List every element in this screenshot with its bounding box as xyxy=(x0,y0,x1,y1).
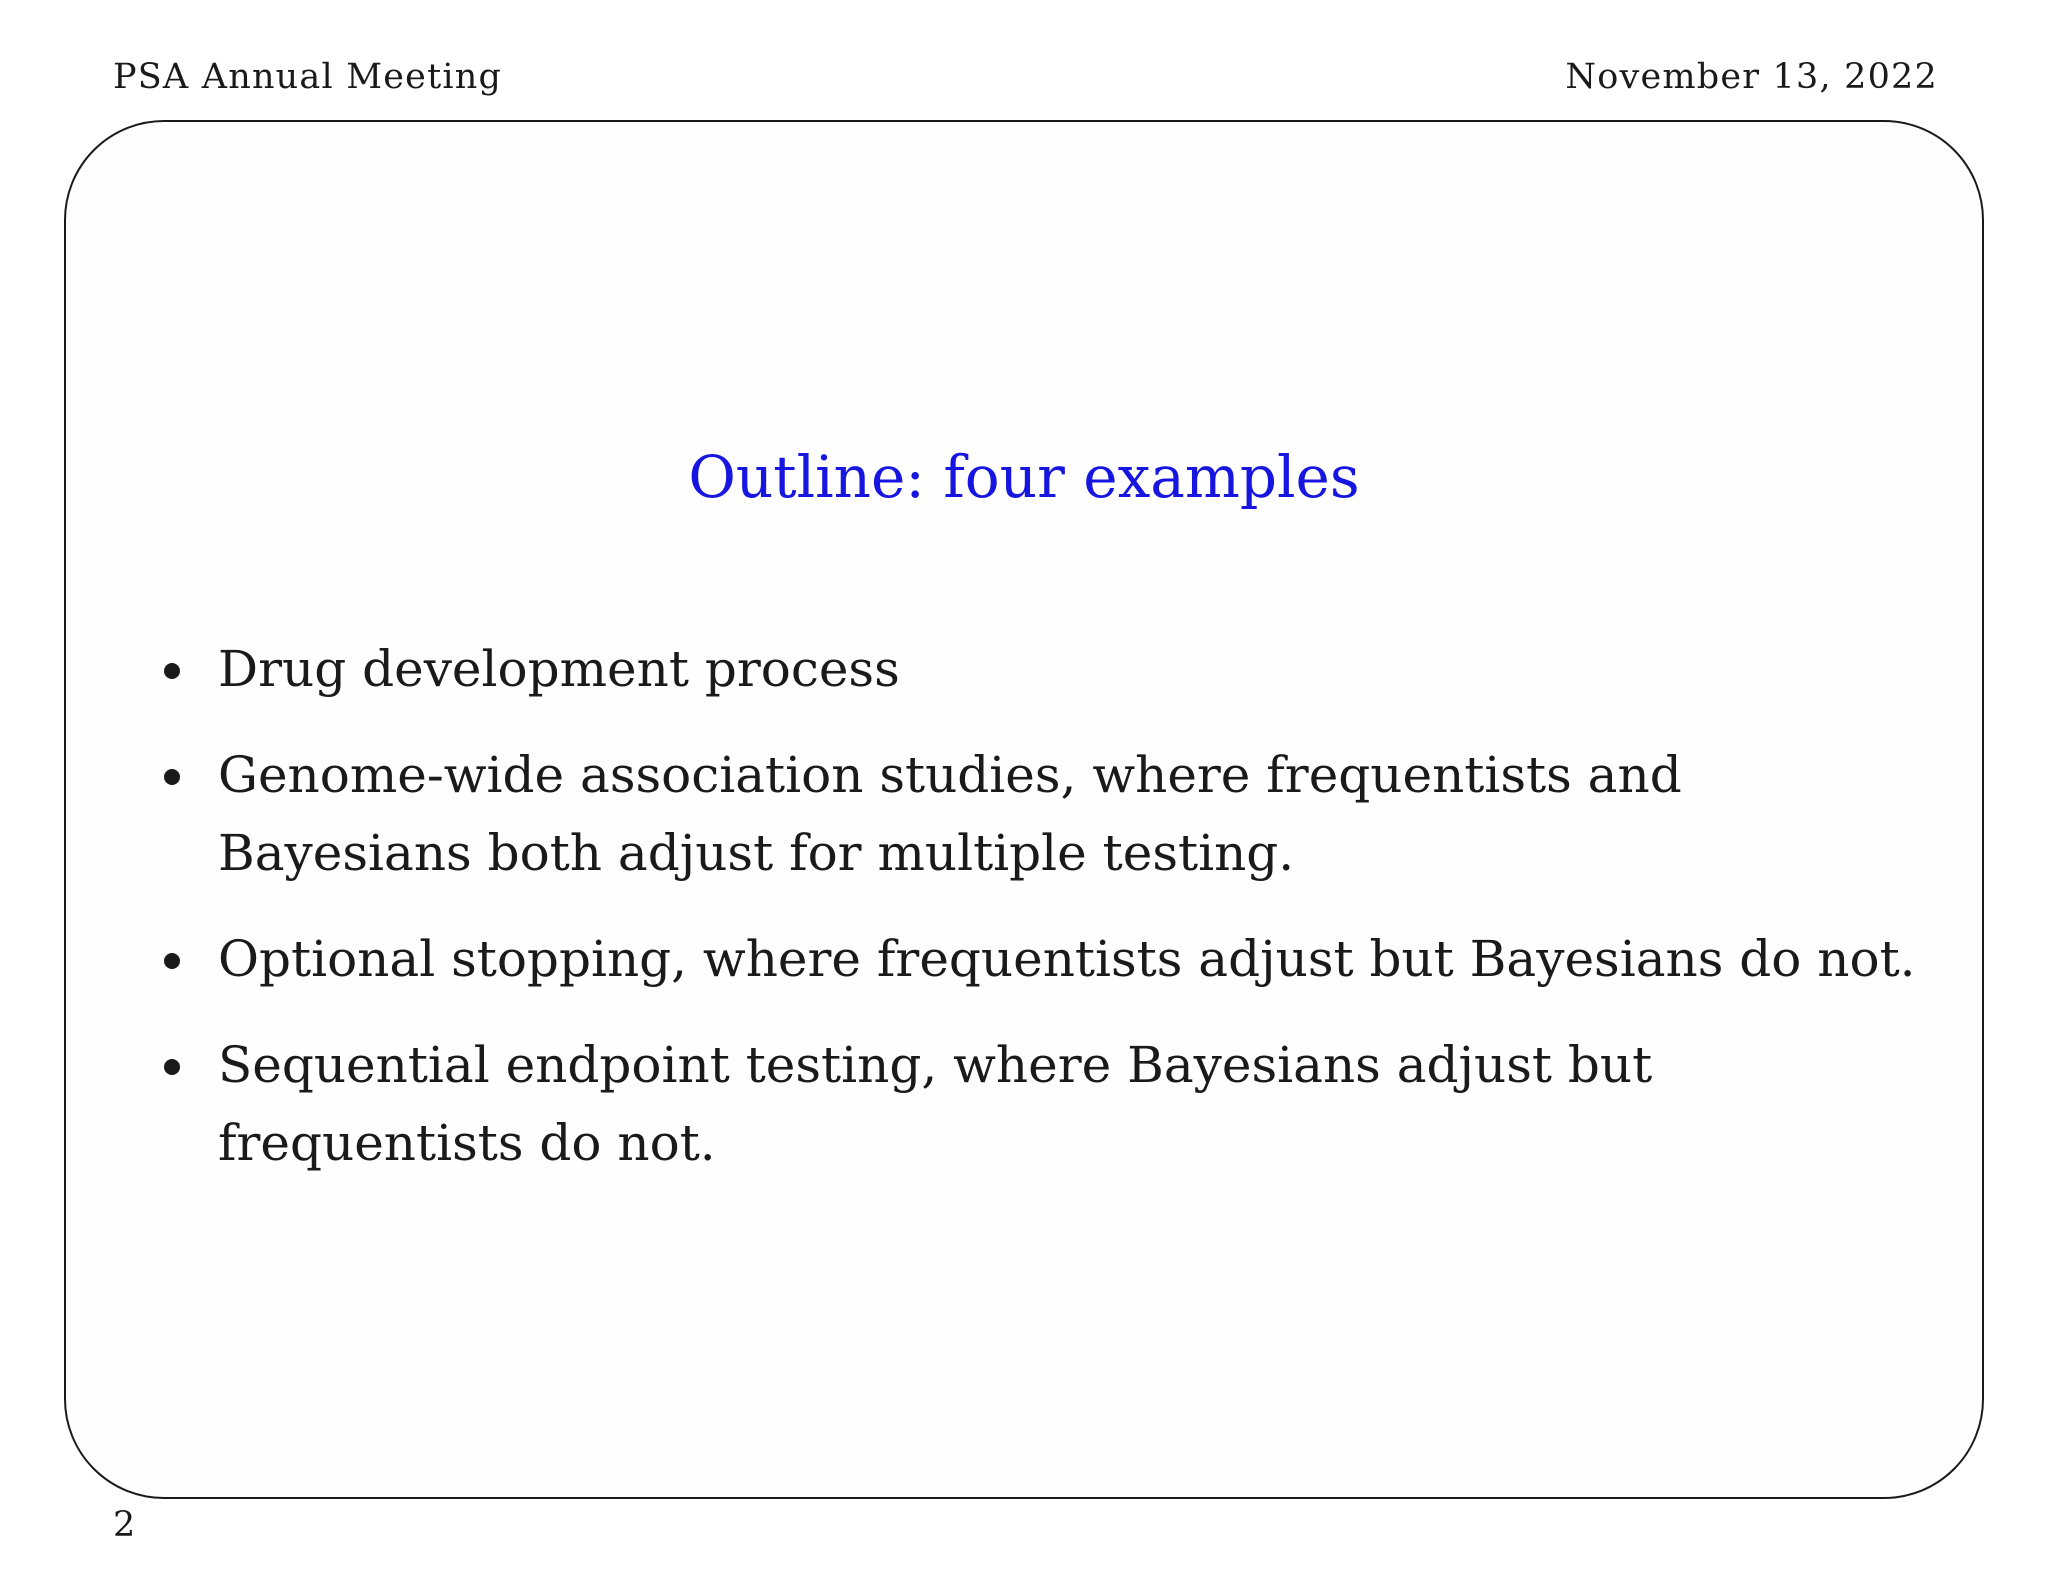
header-event-name: PSA Annual Meeting xyxy=(113,57,503,97)
bullet-text: Drug development process xyxy=(218,640,900,698)
bullet-dot-icon xyxy=(164,769,180,785)
bullet-list xyxy=(160,630,1950,1210)
header-date: November 13, 2022 xyxy=(1565,57,1938,97)
bullet-item xyxy=(160,630,1950,708)
page-number: 2 xyxy=(113,1505,136,1545)
bullet-dot-icon xyxy=(164,1059,180,1075)
bullet-text: Optional stopping, where frequentists adjust but Bayesians do not. xyxy=(218,930,1916,988)
bullet-item xyxy=(160,736,1950,892)
bullet-text: Sequential endpoint testing, where Bayesians adjust but frequentists do not. xyxy=(218,1036,1653,1172)
bullet-item xyxy=(160,1026,1950,1182)
slide-title: Outline: four examples xyxy=(688,443,1360,511)
bullet-item xyxy=(160,920,1950,998)
bullet-dot-icon xyxy=(164,953,180,969)
bullet-dot-icon xyxy=(164,663,180,679)
bullet-text: Genome-wide association studies, where frequentists and Bayesians both adjust for multiple testing. xyxy=(218,746,1682,882)
